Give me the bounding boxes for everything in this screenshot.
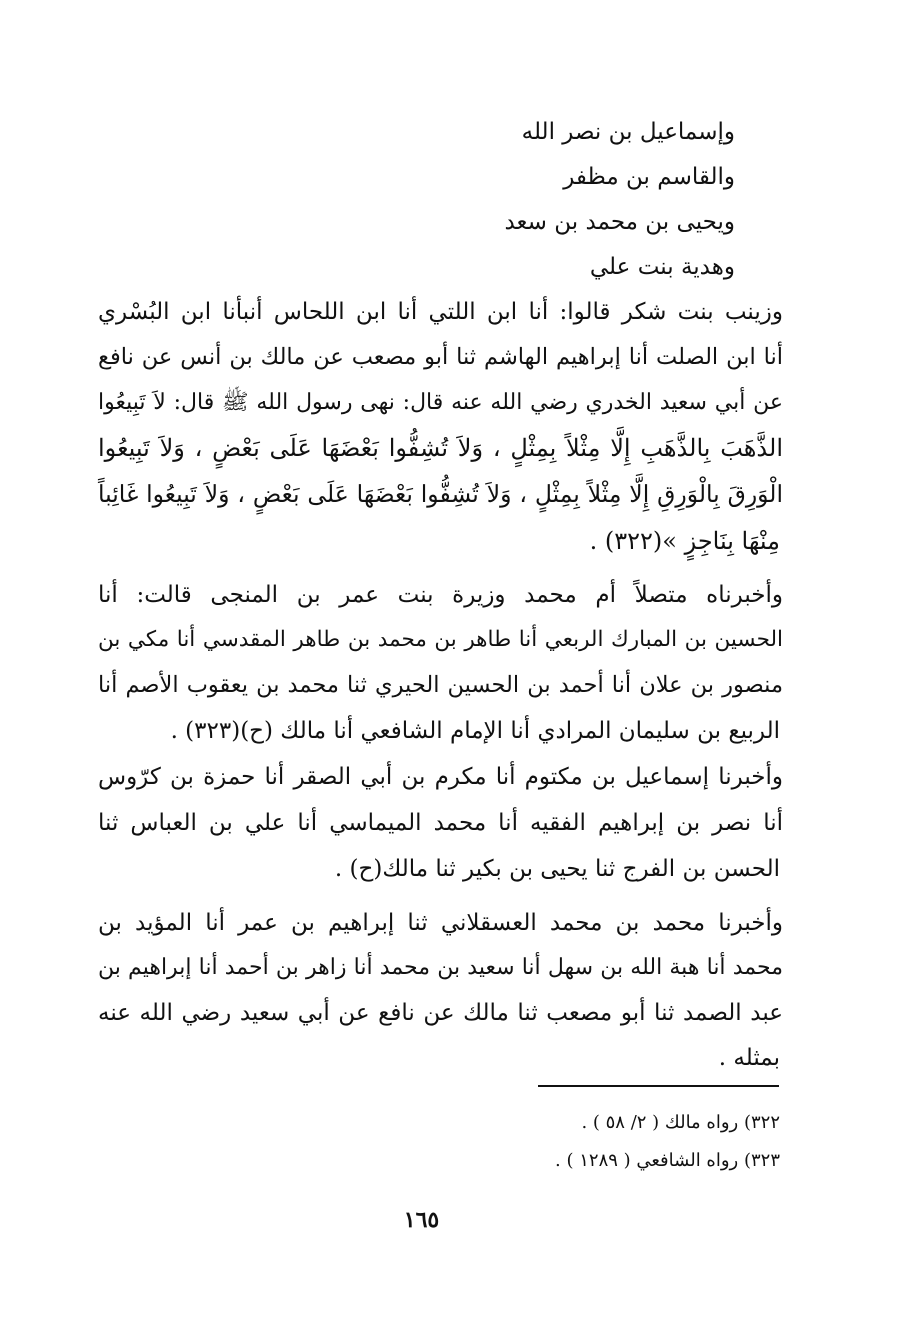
text-line: وزينب بنت شكر قالوا: أنا ابن اللتي أنا ابن اللحاس أنبأنا ابن البُسْري	[98, 299, 783, 325]
narrator-line: وإسماعيل بن نصر الله	[521, 119, 735, 145]
text-line: وأخبرنا إسماعيل بن مكتوم أنا مكرم بن أبي الصقر أنا حمزة بن كرّوس	[98, 764, 783, 790]
hadith-line: الْوَرِقَ بِالْوَرِقِ إِلَّا مِثْلاً بِمِثْلٍ ، وَلاَ تُشِفُّوا بَعْضَهَا عَلَى بَعْضٍ ، وَلاَ تَبِيعُوا غَائِباً	[98, 480, 783, 508]
text-line: بمثله .	[718, 1045, 780, 1071]
hadith-line: الذَّهَبَ بِالذَّهَبِ إِلَّا مِثْلاً بِمِثْلٍ ، وَلاَ تُشِفُّوا بَعْضَهَا عَلَى بَعْضٍ ، وَلاَ تَبِيعُوا	[98, 434, 783, 462]
footnote: ٣٢٣) رواه الشافعي ( ١٢٨٩ ) .	[555, 1150, 780, 1171]
narrator-line: ويحيى بن محمد بن سعد	[504, 209, 735, 235]
text-line: منصور بن علان أنا أحمد بن الحسين الحيري ثنا محمد بن يعقوب الأصم أنا	[98, 672, 783, 698]
page-number: ١٦٥	[403, 1207, 440, 1233]
text-line: الربيع بن سليمان المرادي أنا الإمام الشافعي أنا مالك (ح)(٣٢٣) .	[170, 718, 780, 744]
narrator-line: والقاسم بن مظفر	[563, 164, 735, 190]
text-line: أنا ابن الصلت أنا إبراهيم الهاشم ثنا أبو مصعب عن مالك بن أنس عن نافع	[98, 344, 783, 370]
footnote: ٣٢٢) رواه مالك ( ٢/ ٥٨ ) .	[581, 1112, 780, 1133]
text-line: الحسين بن المبارك الربعي أنا طاهر بن محمد بن طاهر المقدسي أنا مكي بن	[98, 627, 783, 652]
text-line: وأخبرنا محمد بن محمد العسقلاني ثنا إبراهيم بن عمر أنا المؤيد بن	[98, 910, 783, 936]
text-line: عبد الصمد ثنا أبو مصعب ثنا مالك عن نافع عن أبي سعيد رضي الله عنه	[98, 1000, 783, 1026]
hadith-line: مِنْهَا بِنَاجِزٍ »(٣٢٢) .	[589, 527, 780, 555]
text-line: أنا نصر بن إبراهيم الفقيه أنا محمد الميماسي أنا علي بن العباس ثنا	[98, 810, 783, 836]
text-line: محمد أنا هبة الله بن سهل أنا سعيد بن محمد أنا زاهر بن أحمد أنا إبراهيم بن	[98, 955, 783, 980]
narrator-line: وهدية بنت علي	[589, 254, 735, 280]
text-line: عن أبي سعيد الخدري رضي الله عنه قال: نهى رسول الله ﷺ قال: لاَ تَبِيعُوا	[98, 390, 783, 415]
text-line: الحسن بن الفرج ثنا يحيى بن بكير ثنا مالك(ح) .	[334, 856, 780, 882]
footnote-separator	[538, 1085, 779, 1087]
text-line: وأخبرناه متصلاً أم محمد وزيرة بنت عمر بن المنجى قالت: أنا	[98, 582, 783, 608]
